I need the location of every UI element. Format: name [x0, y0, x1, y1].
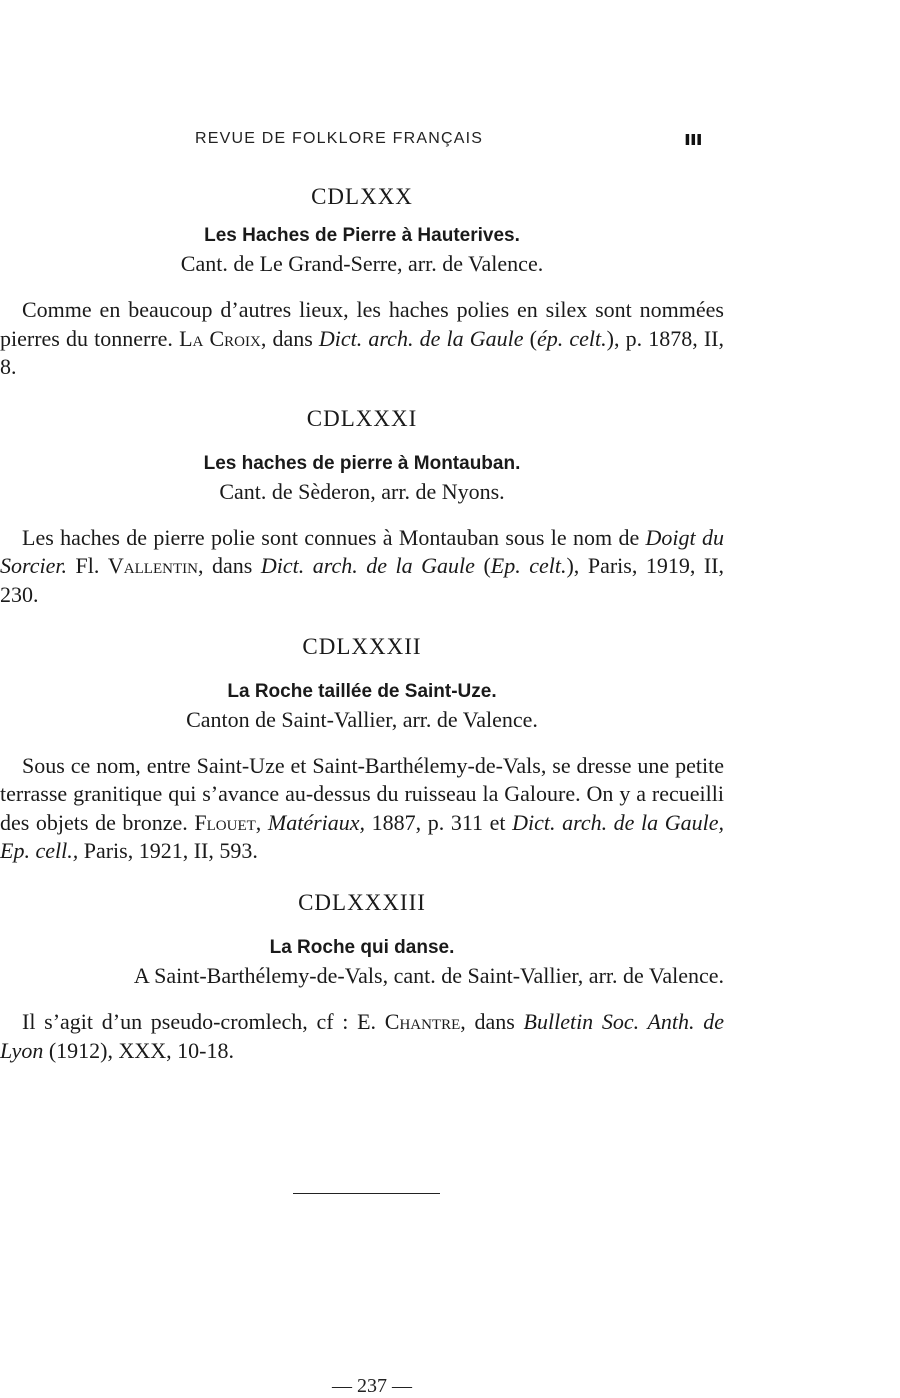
section-title: Les haches de pierre à Montauban. [203, 452, 521, 474]
section-number: CDLXXXI [306, 405, 418, 431]
section-cdlxxxi [0, 404, 724, 610]
section-end-rule [293, 1193, 440, 1194]
section-title: La Roche qui danse. [269, 936, 455, 958]
section-place: Canton de Saint-Vallier, arr. de Valence. [186, 706, 538, 732]
section-number: CDLXXXIII [298, 889, 426, 915]
section-number: CDLXXXII [302, 633, 422, 659]
source-title: Dict. arch. de la Gaule, Ep. cell., [0, 809, 725, 864]
author-name: Chantre [384, 1008, 461, 1034]
author-name: Vallentin [107, 553, 198, 579]
section-number: CDLXXX [311, 184, 413, 209]
section-place: A Saint-Barthélemy-de-Vals, cant. de Saint-Vallier, arr. de Valence. [133, 962, 724, 988]
source-title: Dict. arch. de la Gaule [318, 325, 524, 351]
section-title: La Roche taillée de Saint-Uze. [227, 680, 497, 702]
author-name: La Croix [179, 325, 261, 351]
folio-mark: ııı [684, 126, 702, 150]
section-place: Cant. de Le Grand-Serre, arr. de Valence. [180, 251, 544, 276]
page-content [0, 182, 724, 1065]
section-body: Sous ce nom, entre Saint-Uze et Saint-Barthélemy-de-Vals, se dresse une petite terrasse granitique qui s’avance au-dessus du ruisseau la Galoure. On y a recueilli des objets de bronze. Flouet, Matériaux, 1887, p. 311 et Dict. arch. de la Gaule, Ep. cell., Paris, 1921, II, 593. [0, 752, 725, 864]
section-body: Il s’agit d’un pseudo-cromlech, cf : E. Chantre, dans Bulletin Soc. Anth. de Lyon (1912), XXX, 10-18. [0, 1008, 724, 1063]
section-cdlxxxii [0, 632, 724, 866]
section-cdlxxxiii [0, 888, 724, 1065]
section-place: Cant. de Sèderon, arr. de Nyons. [219, 478, 505, 504]
running-header: REVUE DE FOLKLORE FRANÇAIS [195, 130, 484, 147]
section-title: Les Haches de Pierre à Hauterives. [204, 225, 520, 246]
author-name: Flouet [194, 809, 256, 835]
source-title: Dict. arch. de la Gaule [260, 553, 475, 579]
page-number: — 237 — [332, 1375, 412, 1397]
source-title: Bulletin Soc. Anth. de Lyon [0, 1008, 724, 1063]
italic-name: Doigt du Sorcier. [0, 524, 724, 579]
section-body: Les haches de pierre polie sont connues à Montauban sous le nom de Doigt du Sorcier. Fl. Vallentin, dans Dict. arch. de la Gaule (Ep. celt.), Paris, 1919, II, 230. [0, 524, 725, 607]
section-cdlxxx [0, 182, 724, 382]
section-body: Comme en beaucoup d’autres lieux, les haches polies en silex sont nommées pierres du tonnerre. La Croix, dans Dict. arch. de la Gaule (ép. celt.), p. 1878, II, 8. [0, 297, 725, 380]
work-title: Matériaux, [267, 809, 366, 835]
